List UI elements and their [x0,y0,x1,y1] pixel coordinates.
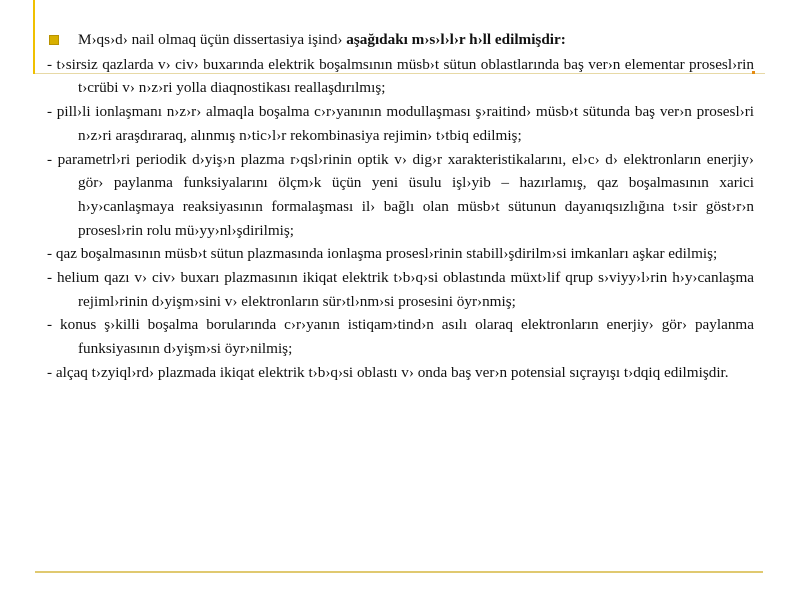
list-item: - pill›li ionlaşmanı n›z›r› almaqla boşalma c›r›yanının modullaşması ş›raitind› müsb›t sütunda baş ver›n prosesl›ri n›z›ri araşdıraraq, alınmış n›tic›l›r rekombinasiya rejimin› t›tbiq edilmiş; [47,103,754,144]
intro-paragraph [47,28,754,52]
square-bullet-icon [49,35,59,45]
left-accent-line [33,0,35,74]
list-item: - konus ş›killi boşalma borularında c›r›yanın istiqam›tind›n asılı olaraq elektronların enerjiy› gör› paylanma funksiyasının d›yişm›si öyr›nilmiş; [47,316,754,358]
list-item: - parametrl›ri periodik d›yiş›n plazma r›qsl›rinin optik v› dig›r xarakteristikalarını, el›c› d› elektronların enerjiy› gör› paylanma funksiyalarını ölçm›k üçün yeni üsulu işl›yib – hazırlamış, qaz boşalmasının xarici h›y›canlaşmaya reaksiyasının formalaşması il› bağlı olan müsb›t sütunun dayanıqsızlığına t›sir göst›r›n prosesl›rin rolu mü›yy›nl›şdirilmiş; [47,150,754,239]
intro-emphasis: aşağıdakı m›s›l›l›r h›ll edilmişdir: [346,31,566,48]
list-item: - alçaq t›zyiql›rd› plazmada ikiqat elektrik t›b›q›si oblastı v› onda baş ver›n potensial sıçrayışı t›dqiq edilmişdir. [47,363,729,381]
list-item: - t›sirsiz qazlarda v› civ› buxarında elektrik boşalmsının müsb›t sütun oblastlarında baş ver›n elementar prosesl›rin t›crübi v› n›z›ri yolla diaqnostikası reallaşdırılmış; [47,55,754,97]
intro-lead: M›qs›d› nail olmaq üçün dissertasiya işind› [78,31,347,48]
list-item: - qaz boşalmasının müsb›t sütun plazmasında ionlaşma prosesl›rinin stabill›şdirilm›si imkanları aşkar edilmiş; [47,245,718,263]
bottom-divider-line [35,571,763,573]
list-item: - helium qazı v› civ› buxarı plazmasının ikiqat elektrik t›b›q›si oblastında müxt›lif qrup s›viyy›l›rin h›y›canlaşma rejiml›rinin d›yişm›sini v› elektronların sür›tl›nm›si prosesini öyr›nmiş; [47,269,754,310]
slide-body [47,28,754,385]
intro-text [78,28,754,52]
